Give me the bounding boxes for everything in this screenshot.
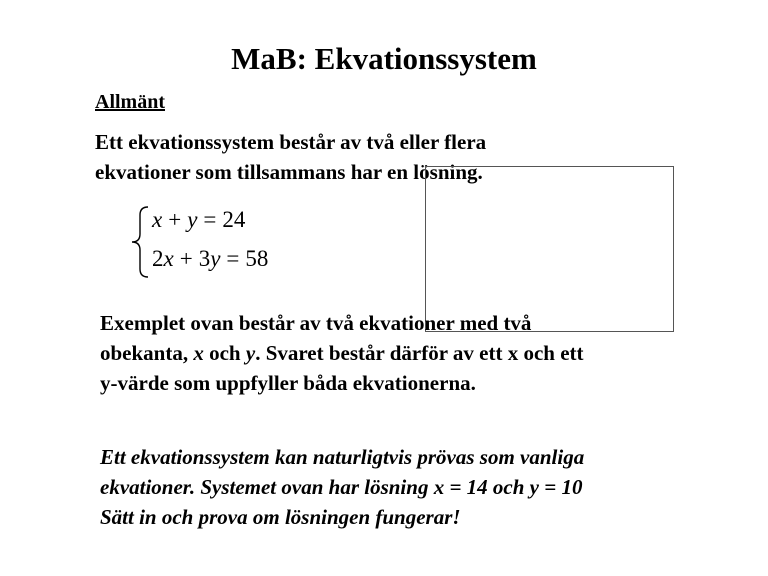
explain-var-y: y [245,341,256,365]
trial-paragraph [100,442,584,532]
eq2-plus: + [179,246,193,271]
eq1-rhs: 24 [222,207,246,232]
eq1-plus: + [168,207,182,232]
explain-line-2-start: obekanta, [100,341,194,365]
explain-line-2-and: och [203,341,246,365]
intro-line-1: Ett ekvationssystem består av två eller flera [95,130,487,154]
intro-line-2: ekvationer som tillsammans har en lösning. [95,160,483,184]
trial-line-2: ekvationer. Systemet ovan har lösning x = 14 och y = 10 [100,475,583,499]
explain-line-3: y-värde som uppfyller båda ekvationerna. [100,371,476,395]
explain-line-2-end: . Svaret består därför av ett x och ett [255,341,584,365]
eq2-equals: = [226,246,240,271]
eq2-var-x: x [163,246,174,271]
eq1-var-x: x [152,207,163,232]
equation-1 [152,206,245,234]
eq1-var-y: y [187,207,198,232]
explain-var-x: x [193,341,204,365]
trial-line-1: Ett ekvationssystem kan naturligtvis prövas som vanliga [100,445,585,469]
slide-title: MaB: Ekvationssystem [231,41,537,76]
eq2-rhs: 58 [245,246,269,271]
explain-paragraph [100,308,584,398]
explain-line-2 [100,338,584,368]
trial-line-3: Sätt in och prova om lösningen fungerar! [100,505,461,529]
eq2-coef-x: 2 [152,246,164,271]
explain-line-1: Exemplet ovan består av två ekvationer med två [100,311,532,335]
eq2-coef-y: 3 [198,246,211,271]
equation-2 [152,245,268,273]
system-brace [122,205,152,279]
eq1-equals: = [203,207,217,232]
section-heading: Allmänt [95,91,165,113]
eq2-var-y: y [210,246,221,271]
